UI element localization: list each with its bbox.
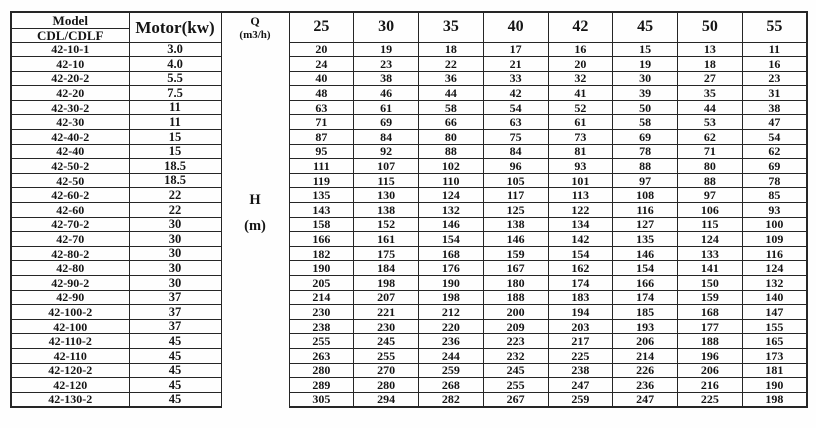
table-row xyxy=(11,276,807,291)
head-value-cell: 166 xyxy=(613,276,678,291)
model-cell: 42-70-2 xyxy=(11,217,129,232)
head-value-cell: 205 xyxy=(289,276,354,291)
head-value-cell: 85 xyxy=(742,188,807,203)
head-value-cell: 159 xyxy=(483,246,548,261)
head-value-cell: 106 xyxy=(678,203,743,218)
head-value-cell: 17 xyxy=(483,42,548,57)
header-row xyxy=(11,12,807,28)
head-value-cell: 225 xyxy=(678,392,743,407)
head-value-cell: 46 xyxy=(354,86,419,101)
head-value-cell: 48 xyxy=(289,86,354,101)
flow-rate-header-cell: 40 xyxy=(483,12,548,42)
head-value-cell: 69 xyxy=(742,159,807,174)
head-value-cell: 220 xyxy=(419,319,484,334)
head-value-cell: 27 xyxy=(678,71,743,86)
table-row xyxy=(11,363,807,378)
head-value-cell: 50 xyxy=(613,100,678,115)
head-value-cell: 147 xyxy=(742,305,807,320)
head-value-cell: 73 xyxy=(548,130,613,145)
table-row xyxy=(11,115,807,130)
model-cell: 42-80 xyxy=(11,261,129,276)
head-value-cell: 132 xyxy=(419,203,484,218)
head-value-cell: 63 xyxy=(483,115,548,130)
head-value-cell: 185 xyxy=(613,305,678,320)
head-value-cell: 15 xyxy=(613,42,678,57)
head-value-cell: 212 xyxy=(419,305,484,320)
head-value-cell: 143 xyxy=(289,203,354,218)
model-cell: 42-30-2 xyxy=(11,100,129,115)
flow-rate-header-cell: 25 xyxy=(289,12,354,42)
head-value-cell: 247 xyxy=(548,378,613,393)
head-value-cell: 124 xyxy=(419,188,484,203)
head-value-cell: 133 xyxy=(678,246,743,261)
table-row xyxy=(11,290,807,305)
head-value-cell: 101 xyxy=(548,173,613,188)
model-cell: 42-130-2 xyxy=(11,392,129,407)
head-value-cell: 152 xyxy=(354,217,419,232)
head-value-cell: 193 xyxy=(613,319,678,334)
table-row xyxy=(11,130,807,145)
head-value-cell: 255 xyxy=(483,378,548,393)
head-value-cell: 23 xyxy=(742,71,807,86)
head-value-cell: 194 xyxy=(548,305,613,320)
head-value-cell: 62 xyxy=(678,130,743,145)
head-value-cell: 236 xyxy=(419,334,484,349)
head-value-cell: 270 xyxy=(354,363,419,378)
model-cell: 42-50-2 xyxy=(11,159,129,174)
flow-rate-header-cell: 30 xyxy=(354,12,419,42)
model-cell: 42-90 xyxy=(11,290,129,305)
head-value-cell: 158 xyxy=(289,217,354,232)
head-value-cell: 134 xyxy=(548,217,613,232)
head-value-cell: 161 xyxy=(354,232,419,247)
head-value-cell: 221 xyxy=(354,305,419,320)
head-value-cell: 168 xyxy=(678,305,743,320)
q-unit: (m3/h) xyxy=(239,28,271,41)
model-cell: 42-110-2 xyxy=(11,334,129,349)
head-value-cell: 127 xyxy=(613,217,678,232)
head-value-cell: 268 xyxy=(419,378,484,393)
motor-power-cell: 45 xyxy=(129,334,221,349)
head-value-cell: 88 xyxy=(678,173,743,188)
motor-power-cell: 45 xyxy=(129,363,221,378)
head-value-cell: 173 xyxy=(742,348,807,363)
table-row xyxy=(11,71,807,86)
head-value-cell: 174 xyxy=(613,290,678,305)
head-value-cell: 232 xyxy=(483,348,548,363)
head-value-cell: 280 xyxy=(289,363,354,378)
head-value-cell: 109 xyxy=(742,232,807,247)
model-cell: 42-10 xyxy=(11,57,129,72)
head-value-cell: 102 xyxy=(419,159,484,174)
motor-power-cell: 37 xyxy=(129,319,221,334)
head-value-cell: 141 xyxy=(678,261,743,276)
motor-power-cell: 30 xyxy=(129,217,221,232)
head-value-cell: 84 xyxy=(354,130,419,145)
flow-rate-header-cell: 50 xyxy=(678,12,743,42)
head-value-cell: 226 xyxy=(613,363,678,378)
table-row xyxy=(11,86,807,101)
head-value-cell: 62 xyxy=(742,144,807,159)
head-value-cell: 196 xyxy=(678,348,743,363)
head-value-cell: 238 xyxy=(548,363,613,378)
motor-power-cell: 5.5 xyxy=(129,71,221,86)
head-value-cell: 206 xyxy=(613,334,678,349)
table-row xyxy=(11,57,807,72)
head-value-cell: 150 xyxy=(678,276,743,291)
head-value-cell: 100 xyxy=(742,217,807,232)
head-value-cell: 41 xyxy=(548,86,613,101)
head-value-cell: 47 xyxy=(742,115,807,130)
head-value-cell: 135 xyxy=(613,232,678,247)
motor-power-cell: 7.5 xyxy=(129,86,221,101)
head-value-cell: 30 xyxy=(613,71,678,86)
motor-power-cell: 45 xyxy=(129,348,221,363)
head-value-cell: 124 xyxy=(742,261,807,276)
head-value-cell: 245 xyxy=(483,363,548,378)
head-value-cell: 168 xyxy=(419,246,484,261)
head-value-cell: 40 xyxy=(289,71,354,86)
head-label-block xyxy=(222,187,289,239)
head-value-cell: 97 xyxy=(613,173,678,188)
head-value-cell: 207 xyxy=(354,290,419,305)
head-value-cell: 44 xyxy=(419,86,484,101)
head-value-cell: 177 xyxy=(678,319,743,334)
motor-power-cell: 30 xyxy=(129,232,221,247)
head-value-cell: 230 xyxy=(289,305,354,320)
flow-rate-header-cell: 45 xyxy=(613,12,678,42)
head-value-cell: 198 xyxy=(354,276,419,291)
model-header-cell: Model xyxy=(11,12,129,28)
head-value-cell: 154 xyxy=(613,261,678,276)
head-value-cell: 71 xyxy=(678,144,743,159)
head-value-cell: 244 xyxy=(419,348,484,363)
model-subheader-cell: CDL/CDLF xyxy=(11,28,129,42)
head-value-cell: 78 xyxy=(613,144,678,159)
head-value-cell: 165 xyxy=(742,334,807,349)
head-value-cell: 247 xyxy=(613,392,678,407)
model-cell: 42-110 xyxy=(11,348,129,363)
table-row xyxy=(11,232,807,247)
head-value-cell: 182 xyxy=(289,246,354,261)
head-value-cell: 183 xyxy=(548,290,613,305)
head-value-cell: 84 xyxy=(483,144,548,159)
head-value-cell: 305 xyxy=(289,392,354,407)
head-value-cell: 111 xyxy=(289,159,354,174)
head-value-cell: 11 xyxy=(742,42,807,57)
motor-power-cell: 37 xyxy=(129,305,221,320)
head-value-cell: 66 xyxy=(419,115,484,130)
head-value-cell: 58 xyxy=(613,115,678,130)
head-value-cell: 54 xyxy=(742,130,807,145)
head-value-cell: 282 xyxy=(419,392,484,407)
head-value-cell: 116 xyxy=(613,203,678,218)
motor-power-cell: 30 xyxy=(129,261,221,276)
head-value-cell: 16 xyxy=(548,42,613,57)
head-value-cell: 113 xyxy=(548,188,613,203)
q-label: Q xyxy=(250,14,260,28)
head-value-cell: 162 xyxy=(548,261,613,276)
head-value-cell: 19 xyxy=(354,42,419,57)
head-value-cell: 42 xyxy=(483,86,548,101)
head-value-cell: 223 xyxy=(483,334,548,349)
head-value-cell: 294 xyxy=(354,392,419,407)
head-value-cell: 52 xyxy=(548,100,613,115)
head-value-cell: 87 xyxy=(289,130,354,145)
model-cell: 42-20 xyxy=(11,86,129,101)
table-row xyxy=(11,378,807,393)
head-value-cell: 188 xyxy=(483,290,548,305)
head-value-cell: 19 xyxy=(613,57,678,72)
head-value-cell: 206 xyxy=(678,363,743,378)
head-value-cell: 238 xyxy=(289,319,354,334)
head-value-cell: 174 xyxy=(548,276,613,291)
head-value-cell: 167 xyxy=(483,261,548,276)
head-value-cell: 18 xyxy=(419,42,484,57)
head-value-cell: 119 xyxy=(289,173,354,188)
head-value-cell: 259 xyxy=(419,363,484,378)
head-value-cell: 71 xyxy=(289,115,354,130)
model-cell: 42-30 xyxy=(11,115,129,130)
head-value-cell: 289 xyxy=(289,378,354,393)
head-value-cell: 130 xyxy=(354,188,419,203)
motor-power-cell: 37 xyxy=(129,290,221,305)
table-row xyxy=(11,334,807,349)
head-value-cell: 92 xyxy=(354,144,419,159)
head-value-cell: 117 xyxy=(483,188,548,203)
head-value-cell: 146 xyxy=(419,217,484,232)
head-value-cell: 80 xyxy=(678,159,743,174)
head-value-cell: 198 xyxy=(419,290,484,305)
table-row xyxy=(11,42,807,57)
model-cell: 42-80-2 xyxy=(11,246,129,261)
table-row xyxy=(11,188,807,203)
head-value-cell: 180 xyxy=(483,276,548,291)
model-cell: 42-10-1 xyxy=(11,42,129,57)
head-value-cell: 115 xyxy=(678,217,743,232)
head-value-cell: 108 xyxy=(613,188,678,203)
model-cell: 42-90-2 xyxy=(11,276,129,291)
table-row xyxy=(11,305,807,320)
pump-performance-table xyxy=(10,11,808,408)
model-cell: 42-100 xyxy=(11,319,129,334)
head-value-cell: 154 xyxy=(548,246,613,261)
motor-power-cell: 22 xyxy=(129,203,221,218)
head-value-cell: 138 xyxy=(354,203,419,218)
head-value-cell: 78 xyxy=(742,173,807,188)
head-value-cell: 209 xyxy=(483,319,548,334)
head-value-cell: 116 xyxy=(742,246,807,261)
head-value-cell: 22 xyxy=(419,57,484,72)
head-value-cell: 96 xyxy=(483,159,548,174)
head-value-cell: 18 xyxy=(678,57,743,72)
head-value-cell: 184 xyxy=(354,261,419,276)
head-value-cell: 135 xyxy=(289,188,354,203)
head-value-cell: 20 xyxy=(548,57,613,72)
head-value-cell: 110 xyxy=(419,173,484,188)
head-value-cell: 33 xyxy=(483,71,548,86)
model-cell: 42-120-2 xyxy=(11,363,129,378)
head-value-cell: 214 xyxy=(289,290,354,305)
table-row xyxy=(11,392,807,407)
head-value-cell: 225 xyxy=(548,348,613,363)
table-row xyxy=(11,217,807,232)
head-value-cell: 75 xyxy=(483,130,548,145)
head-value-cell: 132 xyxy=(742,276,807,291)
head-value-cell: 200 xyxy=(483,305,548,320)
head-value-cell: 140 xyxy=(742,290,807,305)
head-value-cell: 259 xyxy=(548,392,613,407)
head-value-cell: 93 xyxy=(548,159,613,174)
motor-power-cell: 18.5 xyxy=(129,173,221,188)
head-value-cell: 107 xyxy=(354,159,419,174)
table-row xyxy=(11,173,807,188)
head-value-cell: 31 xyxy=(742,86,807,101)
head-value-cell: 122 xyxy=(548,203,613,218)
head-value-cell: 35 xyxy=(678,86,743,101)
model-cell: 42-20-2 xyxy=(11,71,129,86)
head-value-cell: 36 xyxy=(419,71,484,86)
table-row xyxy=(11,159,807,174)
head-value-cell: 255 xyxy=(354,348,419,363)
motor-power-cell: 22 xyxy=(129,188,221,203)
model-cell: 42-60 xyxy=(11,203,129,218)
head-value-cell: 159 xyxy=(678,290,743,305)
head-value-cell: 175 xyxy=(354,246,419,261)
motor-power-cell: 11 xyxy=(129,115,221,130)
table-row xyxy=(11,261,807,276)
head-value-cell: 39 xyxy=(613,86,678,101)
model-cell: 42-40 xyxy=(11,144,129,159)
model-cell: 42-120 xyxy=(11,378,129,393)
head-value-cell: 24 xyxy=(289,57,354,72)
head-value-cell: 38 xyxy=(742,100,807,115)
head-value-cell: 63 xyxy=(289,100,354,115)
head-value-cell: 105 xyxy=(483,173,548,188)
head-value-cell: 188 xyxy=(678,334,743,349)
model-cell: 42-40-2 xyxy=(11,130,129,145)
head-value-cell: 216 xyxy=(678,378,743,393)
head-value-cell: 155 xyxy=(742,319,807,334)
head-value-cell: 190 xyxy=(419,276,484,291)
head-value-cell: 190 xyxy=(742,378,807,393)
head-value-cell: 97 xyxy=(678,188,743,203)
head-value-cell: 58 xyxy=(419,100,484,115)
head-value-cell: 38 xyxy=(354,71,419,86)
head-value-cell: 190 xyxy=(289,261,354,276)
head-value-cell: 125 xyxy=(483,203,548,218)
head-value-cell: 236 xyxy=(613,378,678,393)
table-row xyxy=(11,246,807,261)
motor-power-cell: 45 xyxy=(129,392,221,407)
head-value-cell: 69 xyxy=(613,130,678,145)
head-value-cell: 230 xyxy=(354,319,419,334)
table-row xyxy=(11,319,807,334)
motor-power-cell: 4.0 xyxy=(129,57,221,72)
head-value-cell: 61 xyxy=(354,100,419,115)
flow-rate-header-cell: 55 xyxy=(742,12,807,42)
head-value-cell: 166 xyxy=(289,232,354,247)
motor-header-cell: Motor(kw) xyxy=(129,12,221,42)
table-row xyxy=(11,203,807,218)
head-value-cell: 198 xyxy=(742,392,807,407)
table-row xyxy=(11,348,807,363)
head-value-cell: 115 xyxy=(354,173,419,188)
head-label: H xyxy=(249,191,261,208)
flow-rate-header-cell: 35 xyxy=(419,12,484,42)
head-value-cell: 32 xyxy=(548,71,613,86)
motor-power-cell: 30 xyxy=(129,246,221,261)
head-value-cell: 217 xyxy=(548,334,613,349)
head-value-cell: 53 xyxy=(678,115,743,130)
head-value-cell: 80 xyxy=(419,130,484,145)
head-value-cell: 138 xyxy=(483,217,548,232)
motor-power-cell: 15 xyxy=(129,144,221,159)
head-value-cell: 95 xyxy=(289,144,354,159)
head-value-cell: 203 xyxy=(548,319,613,334)
head-value-cell: 88 xyxy=(613,159,678,174)
head-value-cell: 21 xyxy=(483,57,548,72)
head-value-cell: 245 xyxy=(354,334,419,349)
q-flow-label xyxy=(222,15,289,41)
model-cell: 42-70 xyxy=(11,232,129,247)
head-value-cell: 146 xyxy=(613,246,678,261)
motor-power-cell: 11 xyxy=(129,100,221,115)
head-value-cell: 81 xyxy=(548,144,613,159)
head-value-cell: 255 xyxy=(289,334,354,349)
head-value-cell: 176 xyxy=(419,261,484,276)
head-value-cell: 20 xyxy=(289,42,354,57)
head-value-cell: 263 xyxy=(289,348,354,363)
head-value-cell: 280 xyxy=(354,378,419,393)
head-value-cell: 61 xyxy=(548,115,613,130)
model-cell: 42-50 xyxy=(11,173,129,188)
motor-power-cell: 3.0 xyxy=(129,42,221,57)
head-value-cell: 23 xyxy=(354,57,419,72)
head-value-cell: 214 xyxy=(613,348,678,363)
model-cell: 42-60-2 xyxy=(11,188,129,203)
flow-rate-header-cell: 42 xyxy=(548,12,613,42)
motor-power-cell: 45 xyxy=(129,378,221,393)
head-value-cell: 16 xyxy=(742,57,807,72)
head-value-cell: 181 xyxy=(742,363,807,378)
head-value-cell: 267 xyxy=(483,392,548,407)
motor-power-cell: 15 xyxy=(129,130,221,145)
head-value-cell: 69 xyxy=(354,115,419,130)
head-unit: (m) xyxy=(244,218,266,235)
head-value-cell: 142 xyxy=(548,232,613,247)
q-column-cell xyxy=(221,12,289,407)
head-value-cell: 154 xyxy=(419,232,484,247)
head-value-cell: 146 xyxy=(483,232,548,247)
motor-power-cell: 18.5 xyxy=(129,159,221,174)
model-cell: 42-100-2 xyxy=(11,305,129,320)
table-row xyxy=(11,100,807,115)
head-value-cell: 54 xyxy=(483,100,548,115)
head-value-cell: 44 xyxy=(678,100,743,115)
head-value-cell: 93 xyxy=(742,203,807,218)
motor-power-cell: 30 xyxy=(129,276,221,291)
head-value-cell: 13 xyxy=(678,42,743,57)
table-row xyxy=(11,144,807,159)
head-value-cell: 124 xyxy=(678,232,743,247)
head-value-cell: 88 xyxy=(419,144,484,159)
